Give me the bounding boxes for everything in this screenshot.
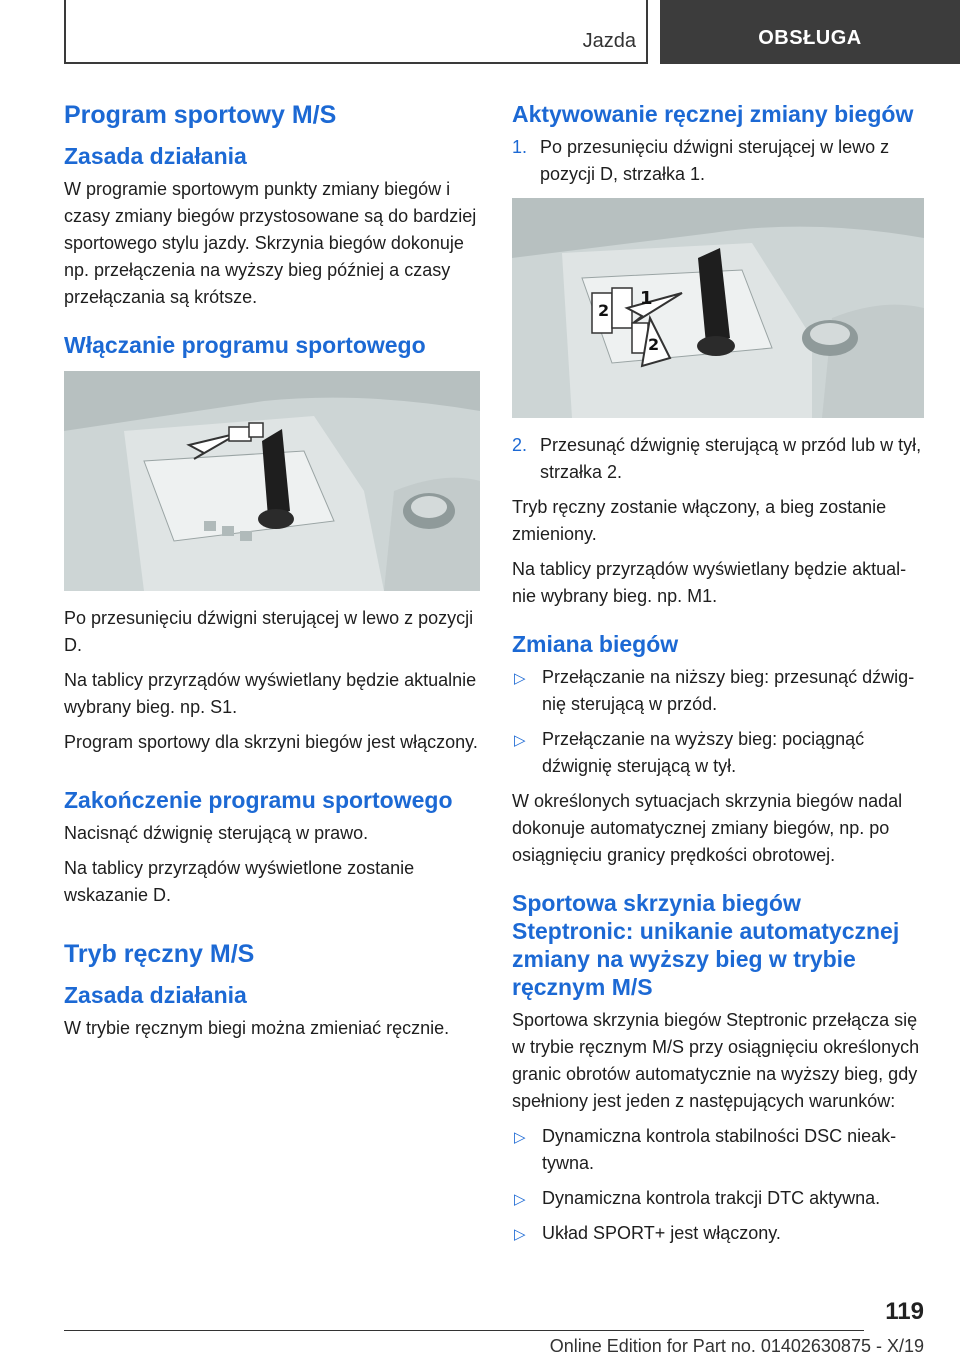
heading-steptronic: Sportowa skrzynia biegów Steptronic: unikanie automatycznej zmiany na wyższy bieg w trybie ręcznym M/S (512, 890, 900, 1001)
footer-divider (64, 1330, 864, 1331)
gear-selector-illustration-sport (64, 371, 480, 591)
arrow-2-label-b: 2 (648, 335, 660, 355)
step-2 (512, 432, 924, 486)
conditions-list (512, 1123, 924, 1247)
triangle-bullet-icon: ▷ (514, 1191, 526, 1209)
activate-text-2: Na tablicy przyrządów wyświetlany będzie aktualnie wybrany bieg. np. M1. (512, 559, 907, 607)
step-1-number: 1. (512, 137, 528, 158)
end-text-1: Nacisnąć dźwignię sterującą w prawo. (64, 823, 369, 844)
step-1 (512, 134, 924, 188)
left-column (64, 100, 482, 1050)
end-text-2: Na tablicy przyrządów wyświetlone zostanie wskazanie D. (64, 858, 415, 906)
header-frame (64, 0, 648, 64)
edition-footer: Online Edition for Part no. 01402630875 - X/19 (549, 1336, 924, 1356)
steptronic-text: Sportowa skrzynia biegów Steptronic przełącza się w trybie ręcznym M/S przy osiągnięciu określonych granic obrotów automatycznie na wyższy bieg, gdy spełniony jest jeden z następujących warunków: (512, 1010, 920, 1112)
step-1-text: Po przesunięciu dźwigni sterującej w lewo z pozycji D, strzałka 1. (540, 137, 890, 185)
principle-text: W programie sportowym punkty zmiany biegów i czasy zmiany biegów przystosowane są do bardziej sportowego stylu jazdy. Skrzynia biegów dokonuje np. przełączenia na wyższy bieg później a czasy przełączania są krótsze. (64, 179, 477, 308)
shift-list (512, 664, 924, 780)
list-item: ▷ Układ SPORT+ jest włączony. (512, 1220, 924, 1247)
list-item: ▷ Przełączanie na wyższy bieg: pociągnąć dźwignię sterującą w tył. (514, 729, 865, 777)
heading-manual-principle: Zasada działania (64, 982, 247, 1009)
activate-steps-1 (512, 134, 924, 188)
enable-text-1: Po przesunięciu dźwigni sterującej w lewo z pozycji D. (64, 608, 474, 656)
page-number: 119 (885, 1298, 924, 1325)
section-title-manual: Tryb ręczny M/S (64, 940, 255, 969)
header-section: Jazda (582, 30, 636, 52)
heading-enable-sport: Włączanie programu sportowego (64, 332, 426, 359)
enable-text-2: Na tablicy przyrządów wyświetlany będzie aktualnie wybrany bieg. np. S1. (64, 670, 477, 718)
manual-principle-text: W trybie ręcznym biegi można zmieniać ręcznie. (64, 1018, 450, 1039)
enable-text-3: Program sportowy dla skrzyni biegów jest włączony. (64, 732, 478, 753)
heading-shift: Zmiana biegów (512, 631, 679, 658)
heading-end-sport: Zakończenie programu sportowego (64, 787, 453, 814)
list-item: ▷ Przełączanie na niższy bieg: przesunąć dźwignię sterującą w przód. (514, 667, 915, 715)
heading-activate-manual: Aktywowanie ręcznej zmiany biegów (512, 101, 914, 127)
heading-principle: Zasada działania (64, 143, 247, 169)
step-2-text: Przesunąć dźwignię sterującą w przód lub w tył, strzałka 2. (540, 435, 922, 483)
triangle-bullet-icon: ▷ (514, 1129, 526, 1147)
triangle-bullet-icon: ▷ (514, 732, 526, 750)
activate-text-1: Tryb ręczny zostanie włączony, a bieg zostanie zmieniony. (512, 497, 887, 545)
section-title-sport: Program sportowy M/S (64, 101, 337, 129)
list-item: ▷ Dynamiczna kontrola stabilności DSC nieaktywna. (514, 1126, 897, 1174)
arrow-1-label: 1 (640, 288, 653, 310)
header-chapter-tab: OBSŁUGA (660, 0, 960, 64)
triangle-bullet-icon: ▷ (514, 1226, 526, 1244)
shift-text: W określonych sytuacjach skrzynia biegów nadal dokonuje automatycznej zmiany biegów, np. po osiągnięciu granicy prędkości obrotowej. (512, 791, 903, 866)
activate-steps-2 (512, 432, 924, 486)
triangle-bullet-icon: ▷ (514, 670, 526, 688)
step-2-number: 2. (512, 435, 528, 456)
list-item: ▷ Dynamiczna kontrola trakcji DTC aktywna. (512, 1185, 924, 1212)
arrow-2-label-a: 2 (598, 301, 610, 321)
right-column (512, 100, 924, 1255)
gear-selector-illustration-manual (512, 198, 924, 418)
